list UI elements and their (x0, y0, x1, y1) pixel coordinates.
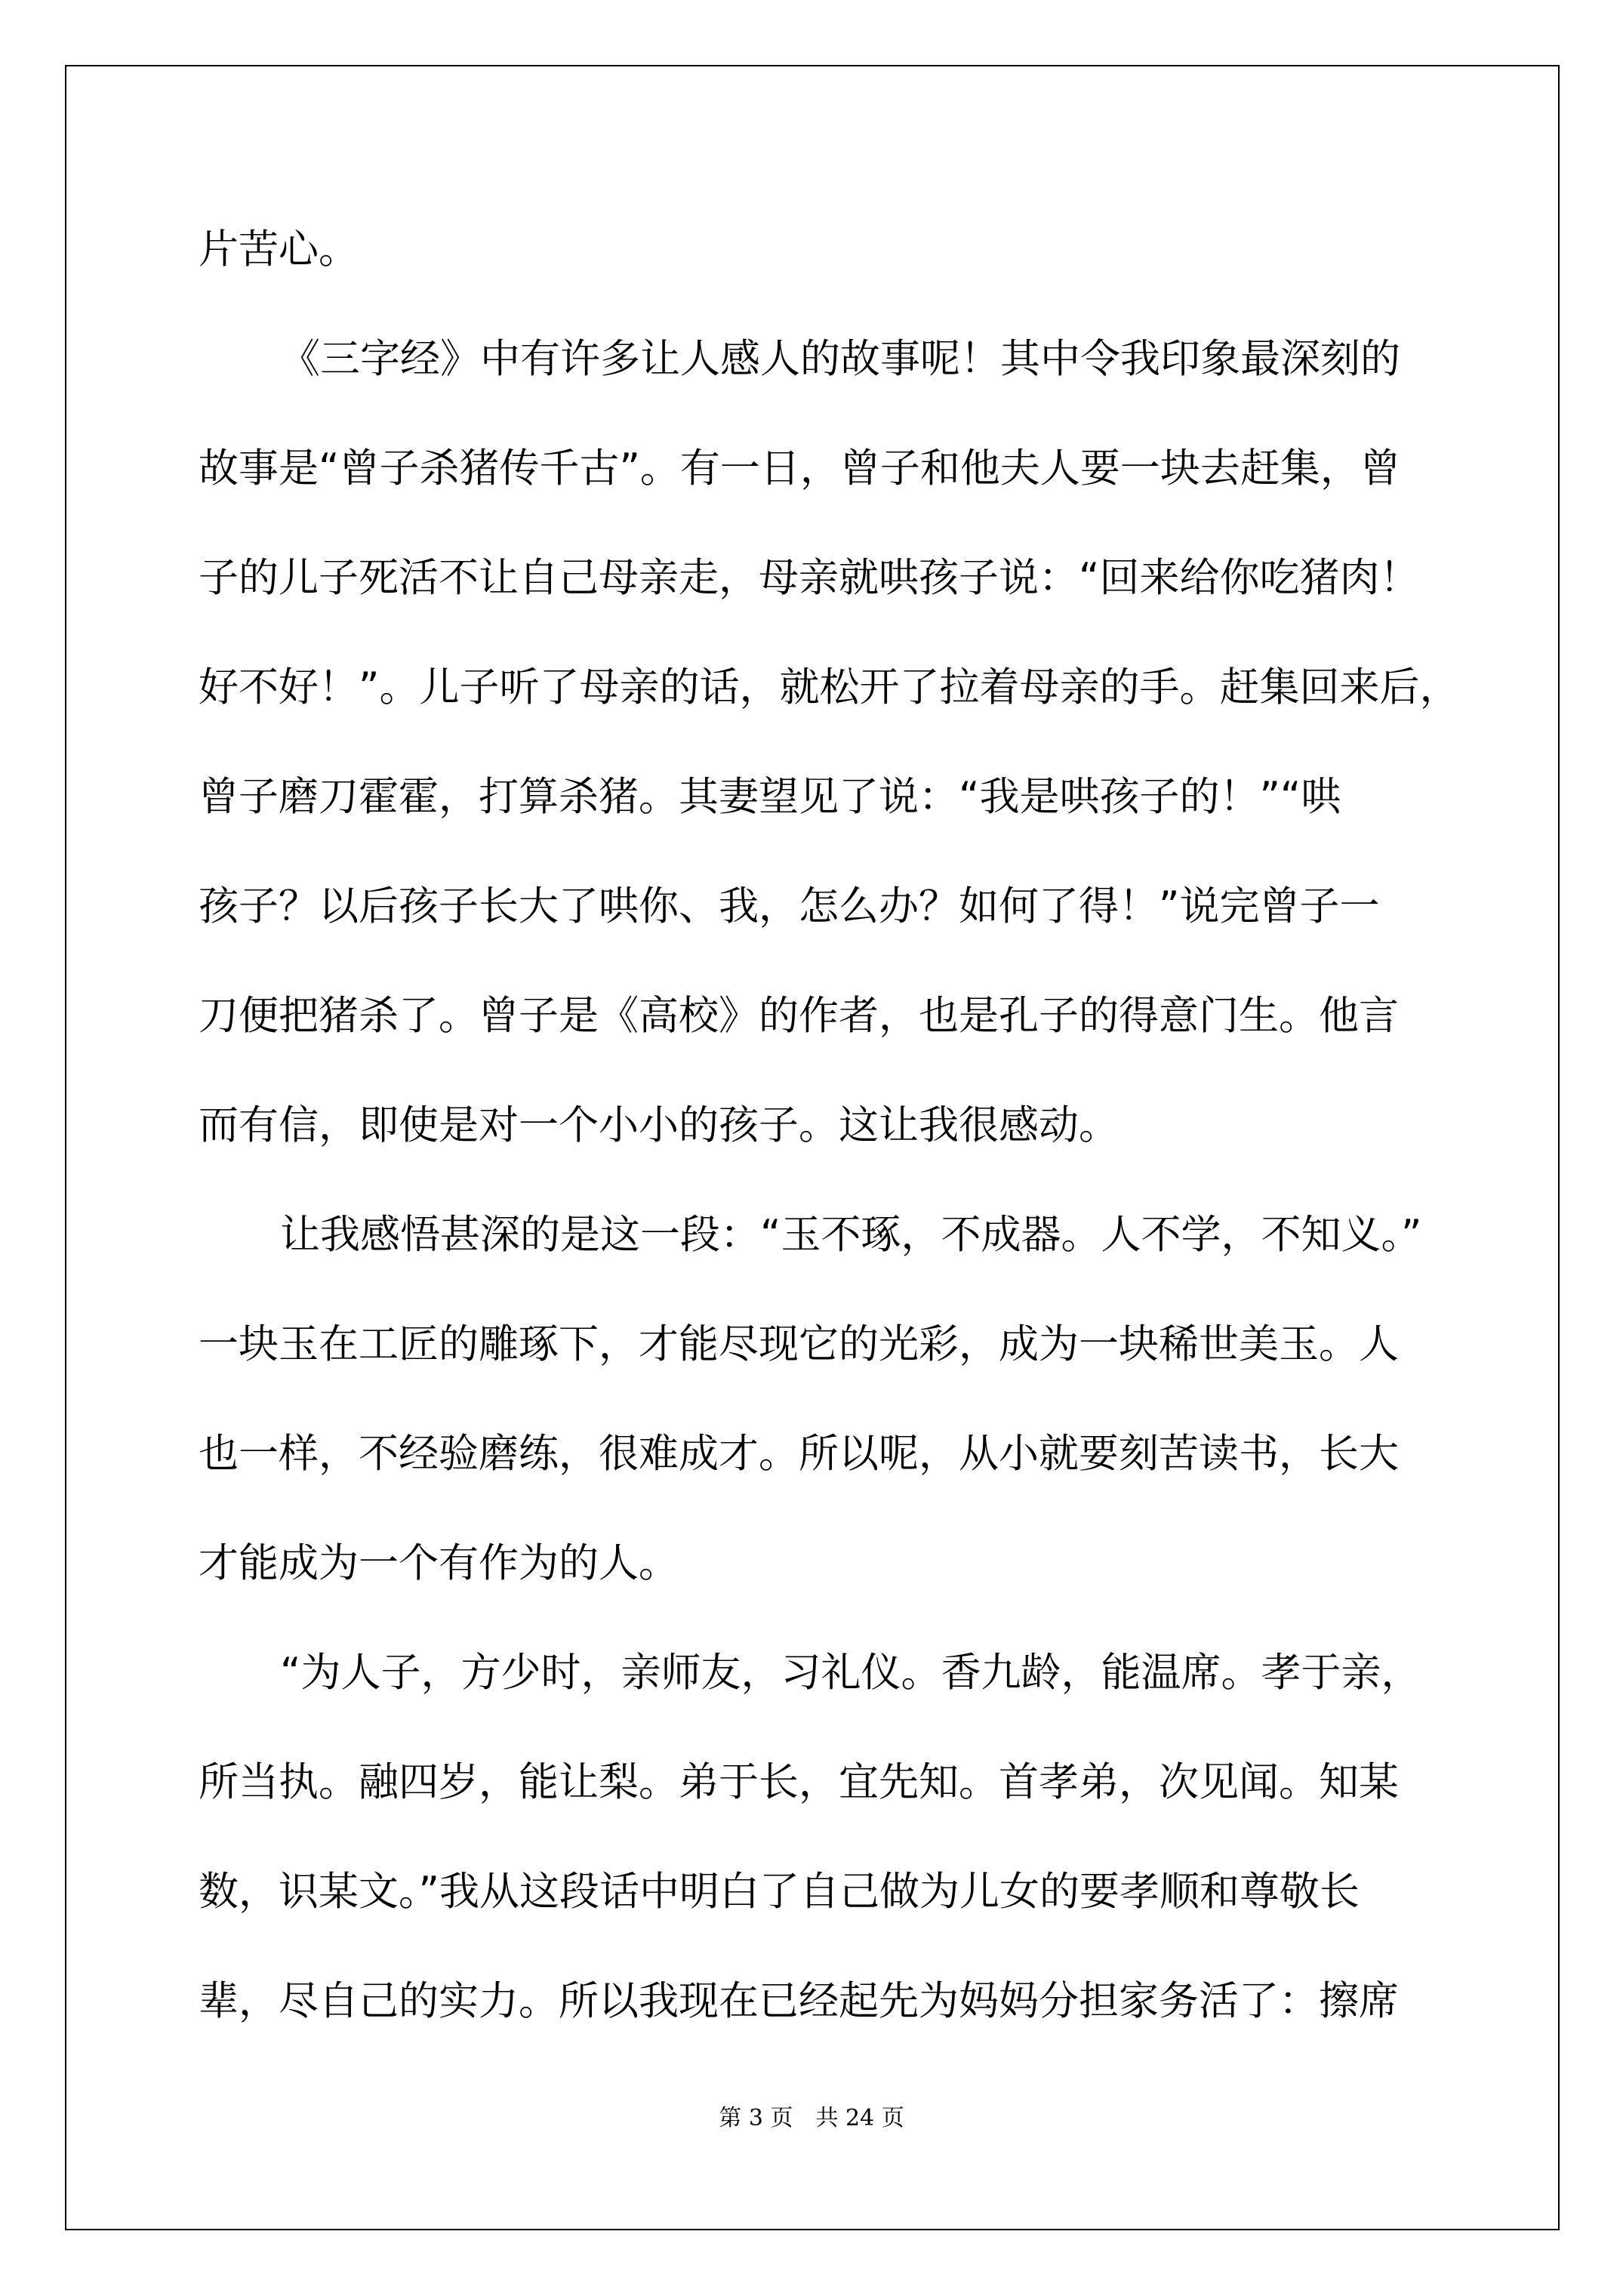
text-line: 刀便把猪杀了。曾子是《高校》的作者，也是孔子的得意门生。他言 (199, 993, 1399, 1039)
text-line: 数，识某文。”我从这段话中明白了自己做为儿女的要孝顺和尊敬长 (199, 1869, 1360, 1915)
text-line: 也一样，不经验磨练，很难成才。所以呢，从小就要刻苦读书，长大 (199, 1431, 1399, 1477)
text-line: 子的儿子死活不让自己母亲走，母亲就哄孩子说：“回来给你吃猪肉！ (199, 555, 1420, 601)
paragraph-first-line: “为人子，方少时，亲师友，习礼仪。香九龄，能温席。孝于亲， (280, 1650, 1421, 1696)
paragraph-first-line: 《三字经》中有许多让人感人的故事呢！其中令我印象最深刻的 (280, 336, 1400, 382)
page-number-footer: 第 3 页 共 24 页 (719, 2105, 904, 2131)
paragraph-first-line: 让我感悟甚深的是这一段：“玉不琢，不成器。人不学，不知义。” (280, 1212, 1422, 1258)
text-line: 所当执。融四岁，能让梨。弟于长，宜先知。首孝弟，次见闻。知某 (199, 1759, 1399, 1805)
text-line: 故事是“曾子杀猪传千古”。有一日，曾子和他夫人要一块去赶集，曾 (199, 445, 1400, 492)
text-line: 片苦心。 (199, 227, 359, 273)
text-line: 孩子？以后孩子长大了哄你、我，怎么办？如何了得！”说完曾子一 (199, 883, 1380, 929)
text-line: 曾子磨刀霍霍，打算杀猪。其妻望见了说：“我是哄孩子的！”“哄 (199, 774, 1341, 820)
text-line: 才能成为一个有作为的人。 (199, 1540, 679, 1586)
text-line: 一块玉在工匠的雕琢下，才能尽现它的光彩，成为一块稀世美玉。人 (199, 1321, 1399, 1367)
text-line: 好不好！”。儿子听了母亲的话，就松开了拉着母亲的手。赶集回来后， (199, 664, 1460, 710)
text-line: 而有信，即使是对一个小小的孩子。这让我很感动。 (199, 1102, 1119, 1148)
text-line: 辈，尽自己的实力。所以我现在已经起先为妈妈分担家务活了：擦席 (199, 1978, 1399, 2024)
